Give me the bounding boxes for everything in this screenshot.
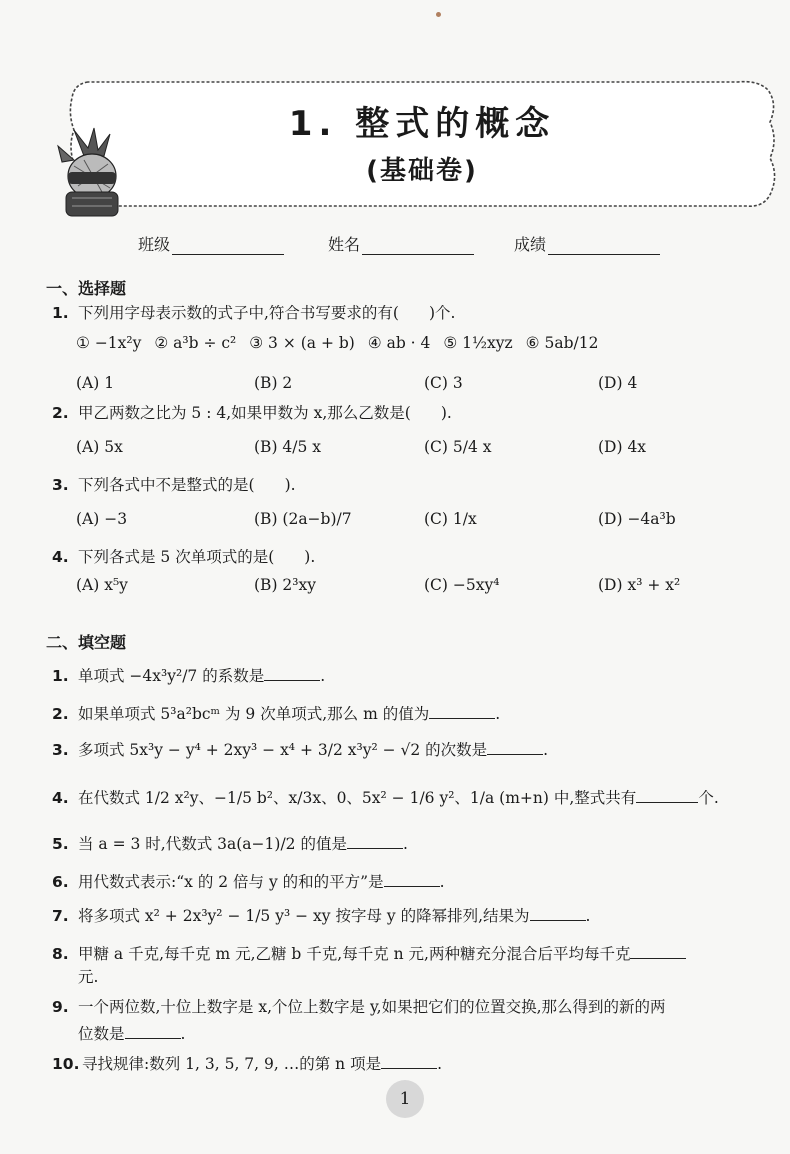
question-3: [52, 474, 296, 496]
option-d[interactable]: (D) −4a³b: [598, 510, 676, 528]
q1-expression-4: ④ ab · 4: [367, 334, 431, 352]
fill-question-8: [52, 942, 686, 965]
answer-blank[interactable]: [125, 1022, 181, 1039]
question-tail: .: [585, 907, 591, 925]
answer-blank[interactable]: [381, 1052, 437, 1069]
q1-expression-3: ③ 3 × (a + b): [249, 334, 355, 352]
fill-question-10: [52, 1052, 442, 1075]
question-tail: .: [180, 1025, 186, 1043]
option-a[interactable]: (A) −3: [76, 510, 128, 528]
answer-blank[interactable]: [384, 870, 440, 887]
option-b[interactable]: (B) (2a−b)/7: [254, 510, 352, 528]
question-text: 位数是: [78, 1025, 125, 1043]
q1-expression-list: [76, 334, 606, 352]
student-info-line: [0, 232, 790, 260]
q1-expression-6: ⑥ 5ab/12: [525, 334, 599, 352]
page-subtitle: (基础卷): [366, 156, 478, 186]
question-number: 1.: [52, 304, 69, 322]
question-number: 3.: [52, 476, 69, 494]
answer-blank[interactable]: [429, 702, 495, 719]
question-text: 如果单项式 5³a²bcᵐ 为 9 次单项式,那么 m 的值为: [78, 705, 430, 723]
question-2: [52, 402, 452, 424]
fill-question-6: [52, 870, 445, 893]
question-text: 下列各式是 5 次单项式的是(: [78, 548, 275, 566]
question-4: [52, 546, 315, 568]
question-tail: )个.: [428, 304, 456, 322]
answer-blank[interactable]: [630, 942, 686, 959]
q1-expression-5: ⑤ 1½xyz: [443, 334, 513, 352]
q1-expression-1: ① −1x²y: [76, 334, 142, 352]
question-text: 单项式 −4x³y²/7 的系数是: [78, 667, 265, 685]
question-text: 下列用字母表示数的式子中,符合书写要求的有(: [78, 304, 399, 322]
question-number: 2.: [52, 705, 69, 723]
option-c[interactable]: (C) −5xy⁴: [424, 576, 500, 594]
class-field[interactable]: [138, 232, 284, 255]
question-text: 甲糖 a 千克,每千克 m 元,乙糖 b 千克,每千克 n 元,两种糖充分混合后平均每千克: [78, 945, 631, 963]
question-number: 2.: [52, 404, 69, 422]
q1-expression-2: ② a³b ÷ c²: [154, 334, 237, 352]
question-text: 在代数式 1/2 x²y、−1/5 b²、x/3x、0、5x² − 1/6 y²、1/a (m+n) 中,整式共有: [78, 789, 637, 807]
option-c[interactable]: (C) 3: [424, 374, 463, 392]
title-banner: [66, 74, 778, 214]
question-text: 下列各式中不是整式的是(: [78, 476, 255, 494]
name-label: 姓名: [328, 235, 361, 254]
score-field[interactable]: [514, 232, 660, 255]
question-text: 多项式 5x³y − y⁴ + 2xy³ − x⁴ + 3/2 x³y² − √2 的次数是: [78, 741, 488, 759]
name-field[interactable]: [328, 232, 474, 255]
fill-question-9-line2: [78, 1022, 185, 1045]
question-text: 寻找规律:数列 1, 3, 5, 7, 9, …的第 n 项是: [82, 1055, 382, 1073]
question-number: 3.: [52, 741, 69, 759]
question-tail: ).: [440, 404, 452, 422]
option-d[interactable]: (D) 4x: [598, 438, 647, 456]
answer-blank[interactable]: [530, 904, 586, 921]
fill-question-1: [52, 664, 325, 687]
option-a[interactable]: (A) x⁵y: [76, 576, 128, 594]
question-text: 用代数式表示:“x 的 2 倍与 y 的和的平方”是: [78, 873, 384, 891]
decoration-dot: [436, 12, 441, 17]
question-text: 一个两位数,十位上数字是 x,个位上数字是 y,如果把它们的位置交换,那么得到的新的两: [78, 998, 666, 1016]
answer-blank[interactable]: [347, 832, 403, 849]
score-blank: [548, 234, 660, 255]
question-number: 7.: [52, 907, 69, 925]
question-text: 当 a = 3 时,代数式 3a(a−1)/2 的值是: [78, 835, 347, 853]
question-number: 4.: [52, 548, 69, 566]
section-title-choice: 一、选择题: [46, 279, 127, 298]
question-number: 8.: [52, 945, 69, 963]
question-number: 4.: [52, 789, 69, 807]
pineapple-mascot-icon: [44, 126, 130, 218]
option-c[interactable]: (C) 1/x: [424, 510, 477, 528]
fill-question-4: [52, 786, 719, 809]
question-tail: 个.: [698, 789, 719, 807]
option-a[interactable]: (A) 1: [76, 374, 115, 392]
fill-question-2: [52, 702, 500, 725]
answer-blank[interactable]: [487, 738, 543, 755]
name-blank: [362, 234, 474, 255]
page-number: 1: [386, 1080, 424, 1118]
question-tail: ).: [304, 548, 316, 566]
option-d[interactable]: (D) 4: [598, 374, 638, 392]
score-label: 成绩: [514, 235, 547, 254]
question-1: [52, 302, 455, 324]
question-tail: .: [320, 667, 326, 685]
question-text: 甲乙两数之比为 5 : 4,如果甲数为 x,那么乙数是(: [78, 404, 411, 422]
option-d[interactable]: (D) x³ + x²: [598, 576, 681, 594]
question-tail: .: [402, 835, 408, 853]
question-number: 10.: [52, 1055, 80, 1073]
option-b[interactable]: (B) 2³xy: [254, 576, 316, 594]
fill-question-5: [52, 832, 408, 855]
question-number: 5.: [52, 835, 69, 853]
answer-blank[interactable]: [264, 664, 320, 681]
question-text: 将多项式 x² + 2x³y² − 1/5 y³ − xy 按字母 y 的降幂排列,结果为: [78, 907, 530, 925]
option-b[interactable]: (B) 2: [254, 374, 293, 392]
question-number: 9.: [52, 998, 69, 1016]
fill-question-7: [52, 904, 590, 927]
section-title-fill: 二、填空题: [46, 633, 127, 652]
option-b[interactable]: (B) 4/5 x: [254, 438, 322, 456]
answer-blank[interactable]: [636, 786, 698, 803]
question-tail: .: [543, 741, 549, 759]
class-blank: [172, 234, 284, 255]
question-number: 1.: [52, 667, 69, 685]
fill-question-8-tail: 元.: [78, 968, 99, 986]
question-tail: ).: [284, 476, 296, 494]
fill-question-9: [52, 996, 666, 1018]
option-a[interactable]: (A) 5x: [76, 438, 123, 456]
fill-question-3: [52, 738, 548, 761]
question-tail: .: [439, 873, 445, 891]
page-title: 1. 整式的概念: [288, 104, 556, 144]
option-c[interactable]: (C) 5/4 x: [424, 438, 492, 456]
question-tail: .: [495, 705, 501, 723]
question-number: 6.: [52, 873, 69, 891]
class-label: 班级: [138, 235, 171, 254]
question-tail: .: [437, 1055, 443, 1073]
